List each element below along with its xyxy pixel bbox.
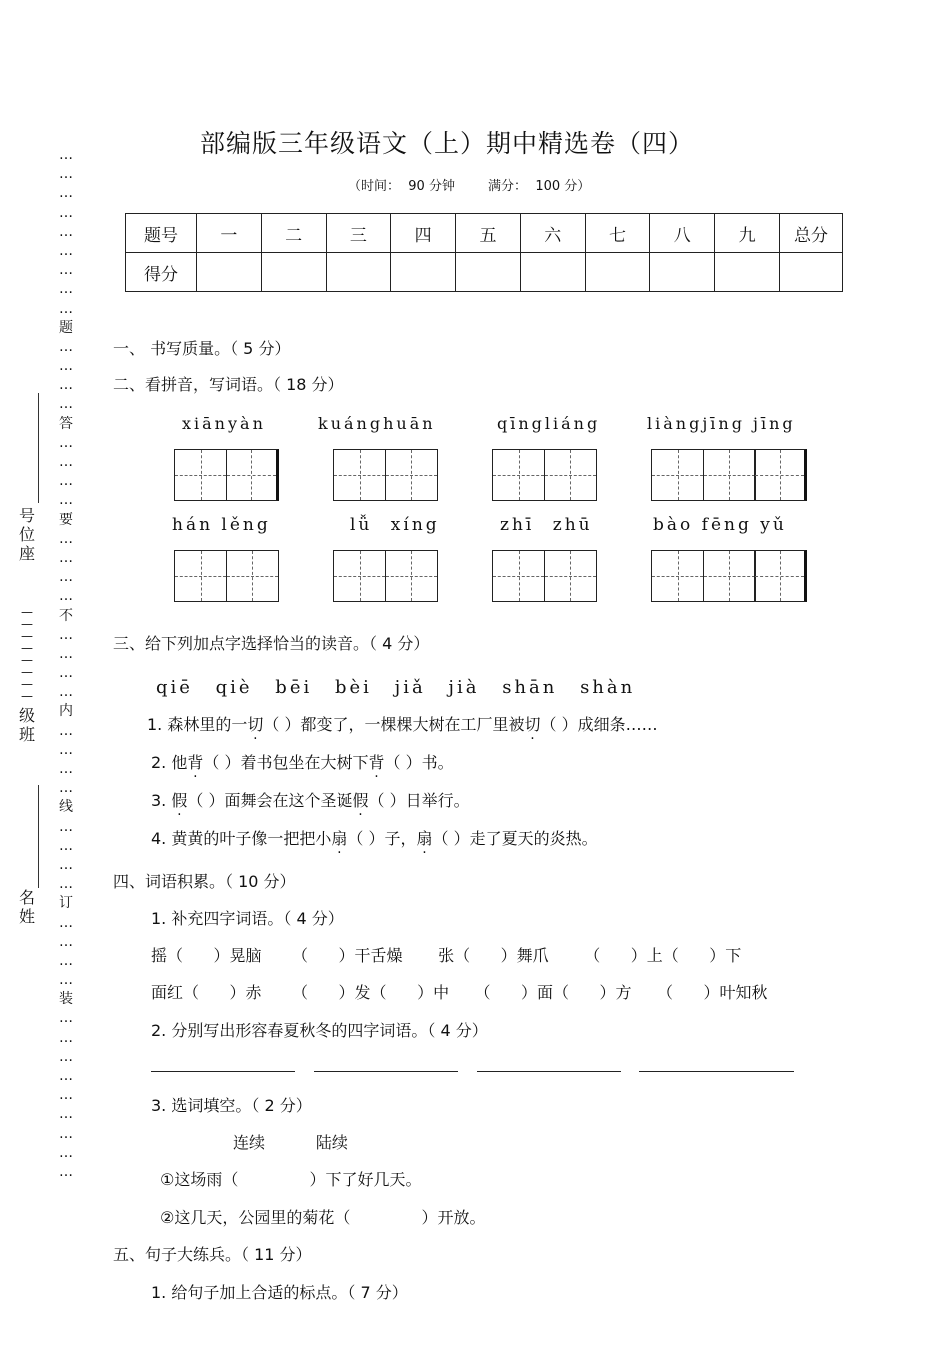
binding-dots: … bbox=[59, 856, 73, 873]
s3-item: 3. 假（ ）面舞会在这个圣诞假（ ）日举行。 bbox=[151, 791, 470, 810]
binding-char: 订 bbox=[59, 895, 73, 912]
score-table-cell: 一 bbox=[197, 214, 262, 253]
pinyin: liàngjīng jīng bbox=[647, 414, 796, 433]
s4-q2-title: 2. 分别写出形容春夏秋冬的四字词语。（ 4 分） bbox=[151, 1021, 488, 1040]
binding-dots: … bbox=[59, 722, 73, 739]
score-table-cell: 题号 bbox=[126, 214, 197, 253]
binding-dots: … bbox=[59, 358, 73, 375]
binding-dots: … bbox=[59, 1125, 73, 1142]
binding-dots: … bbox=[59, 1010, 73, 1027]
pronunciation-options: qiē qiè bēi bèi jiǎ jià shān shàn bbox=[156, 677, 636, 698]
score-table-cell: 三 bbox=[326, 214, 391, 253]
score-input-cell[interactable] bbox=[585, 253, 650, 292]
page-title: 部编版三年级语文（上）期中精选卷（四） bbox=[200, 129, 695, 158]
s5-q1-title: 1. 给句子加上合适的标点。（ 7 分） bbox=[151, 1283, 408, 1302]
binding-dots: … bbox=[59, 530, 73, 547]
score-input-cell[interactable] bbox=[456, 253, 521, 292]
binding-char: 题 bbox=[59, 319, 73, 336]
binding-dots: … bbox=[59, 684, 73, 701]
score-table-header-row bbox=[126, 214, 843, 253]
binding-dots: … bbox=[59, 569, 73, 586]
section-4-heading: 四、词语积累。（ 10 分） bbox=[113, 872, 296, 891]
seat-number-label: 号 位 座 bbox=[18, 506, 35, 563]
binding-char: 答 bbox=[59, 415, 73, 432]
binding-line-top bbox=[38, 393, 39, 503]
binding-dots: … bbox=[59, 377, 73, 394]
s3-item: 1. 森林里的一切（ ）都变了，一棵棵大树在工厂里被切（ ）成细条…… bbox=[147, 715, 658, 734]
binding-dots: … bbox=[59, 549, 73, 566]
binding-dots: … bbox=[59, 473, 73, 490]
class-dashes: — — — — — — — — bbox=[21, 605, 33, 703]
binding-dots: … bbox=[59, 262, 73, 279]
score-input-cell[interactable] bbox=[520, 253, 585, 292]
binding-strip-dots bbox=[56, 146, 76, 1182]
s4-q3-sentence-1: ①这场雨（ ）下了好几天。 bbox=[160, 1170, 422, 1189]
tianzi-grid[interactable] bbox=[333, 550, 436, 602]
score-table-cell: 八 bbox=[650, 214, 715, 253]
binding-dots: … bbox=[59, 914, 73, 931]
section-2-heading: 二、看拼音，写词语。（ 18 分） bbox=[113, 375, 344, 394]
binding-char: 要 bbox=[59, 511, 73, 528]
pinyin: qīngliáng bbox=[497, 414, 601, 433]
class-label: 级 班 bbox=[18, 706, 35, 744]
answer-blank[interactable] bbox=[639, 1071, 794, 1072]
binding-dots: … bbox=[59, 952, 73, 969]
binding-dots: … bbox=[59, 645, 73, 662]
binding-dots: … bbox=[59, 1106, 73, 1123]
binding-dots: … bbox=[59, 665, 73, 682]
score-input-cell[interactable] bbox=[650, 253, 715, 292]
binding-dots: … bbox=[59, 626, 73, 643]
score-input-cell[interactable] bbox=[391, 253, 456, 292]
pinyin: bào fēng yǔ bbox=[653, 515, 787, 535]
s4-q1-title: 1. 补充四字词语。（ 4 分） bbox=[151, 909, 344, 928]
binding-char: 线 bbox=[59, 799, 73, 816]
tianzi-grid[interactable] bbox=[492, 550, 595, 602]
score-input-cell[interactable] bbox=[326, 253, 391, 292]
binding-dots: … bbox=[59, 204, 73, 221]
pinyin: lǚ xíng bbox=[350, 515, 440, 535]
score-table bbox=[125, 213, 843, 292]
pinyin: hán lěng bbox=[172, 515, 271, 535]
tianzi-grid[interactable] bbox=[174, 550, 277, 602]
binding-dots: … bbox=[59, 972, 73, 989]
binding-dots: … bbox=[59, 300, 73, 317]
pinyin: zhī zhū bbox=[500, 515, 593, 535]
binding-dots: … bbox=[59, 1163, 73, 1180]
binding-dots: … bbox=[59, 780, 73, 797]
score-table-cell: 五 bbox=[456, 214, 521, 253]
binding-dots: … bbox=[59, 281, 73, 298]
binding-dots: … bbox=[59, 166, 73, 183]
answer-blank[interactable] bbox=[151, 1071, 295, 1072]
binding-dots: … bbox=[59, 185, 73, 202]
binding-dots: … bbox=[59, 761, 73, 777]
binding-char: 不 bbox=[59, 607, 73, 624]
name-label: 名 姓 bbox=[18, 888, 35, 926]
score-table-cell: 得分 bbox=[126, 253, 197, 292]
tianzi-grid[interactable] bbox=[492, 449, 595, 501]
score-input-cell[interactable] bbox=[780, 253, 843, 292]
pinyin: xiānyàn bbox=[182, 414, 266, 433]
binding-dots: … bbox=[59, 147, 73, 163]
section-5-heading: 五、句子大练兵。（ 11 分） bbox=[113, 1245, 312, 1264]
binding-dots: … bbox=[59, 837, 73, 854]
score-table-cell: 七 bbox=[585, 214, 650, 253]
section-3-heading: 三、给下列加点字选择恰当的读音。（ 4 分） bbox=[113, 634, 430, 653]
s3-item: 2. 他背（ ）着书包坐在大树下背（ ）书。 bbox=[151, 753, 454, 772]
binding-dots: … bbox=[59, 223, 73, 240]
score-table-cell: 四 bbox=[391, 214, 456, 253]
score-input-cell[interactable] bbox=[261, 253, 326, 292]
s4-q3-words: 连续 陆续 bbox=[233, 1133, 348, 1152]
s4-q3-title: 3. 选词填空。（ 2 分） bbox=[151, 1096, 312, 1115]
tianzi-grid[interactable] bbox=[651, 449, 806, 501]
binding-dots: … bbox=[59, 933, 73, 950]
binding-dots: … bbox=[59, 741, 73, 758]
binding-dots: … bbox=[59, 454, 73, 470]
tianzi-grid[interactable] bbox=[651, 550, 806, 602]
score-table-cell: 二 bbox=[261, 214, 326, 253]
s4-q1-row1: 摇（ ）晃脑 （ ）干舌燥 张（ ）舞爪 （ ）上（ ）下 bbox=[151, 946, 742, 965]
binding-dots: … bbox=[59, 1068, 73, 1084]
section-1-heading: 一、 书写质量。（ 5 分） bbox=[113, 339, 291, 358]
binding-char: 内 bbox=[59, 703, 73, 720]
binding-dots: … bbox=[59, 492, 73, 509]
binding-dots: … bbox=[59, 818, 73, 835]
answer-blank[interactable] bbox=[477, 1071, 621, 1072]
pinyin: kuánghuān bbox=[318, 414, 436, 433]
binding-dots: … bbox=[59, 1087, 73, 1104]
score-table-cell: 九 bbox=[715, 214, 780, 253]
score-table-cell: 六 bbox=[520, 214, 585, 253]
s3-item: 4. 黄黄的叶子像一把把小扇（ ）子，扇（ ）走了夏天的炎热。 bbox=[151, 829, 598, 848]
s4-q3-sentence-2: ②这几天，公园里的菊花（ ）开放。 bbox=[160, 1208, 486, 1227]
exam-info: （时间： 90 分钟 满分： 100 分） bbox=[348, 179, 591, 194]
binding-dots: … bbox=[59, 1029, 73, 1046]
binding-dots: … bbox=[59, 396, 73, 413]
tianzi-grid[interactable] bbox=[174, 449, 277, 501]
binding-char: 装 bbox=[59, 991, 73, 1008]
binding-dots: … bbox=[59, 1144, 73, 1161]
binding-dots: … bbox=[59, 876, 73, 893]
score-table-score-row bbox=[126, 253, 843, 292]
score-input-cell[interactable] bbox=[715, 253, 780, 292]
binding-dots: … bbox=[59, 242, 73, 259]
answer-blank[interactable] bbox=[314, 1071, 458, 1072]
score-input-cell[interactable] bbox=[197, 253, 262, 292]
score-table-cell: 总分 bbox=[780, 214, 843, 253]
tianzi-grid[interactable] bbox=[333, 449, 436, 501]
binding-line-bottom bbox=[38, 785, 39, 888]
binding-dots: … bbox=[59, 588, 73, 605]
binding-dots: … bbox=[59, 1048, 73, 1065]
s4-q1-row2: 面红（ ）赤 （ ）发（ ）中 （ ）面（ ）方 （ ）叶知秋 bbox=[151, 983, 768, 1002]
binding-dots: … bbox=[59, 338, 73, 355]
binding-dots: … bbox=[59, 434, 73, 451]
